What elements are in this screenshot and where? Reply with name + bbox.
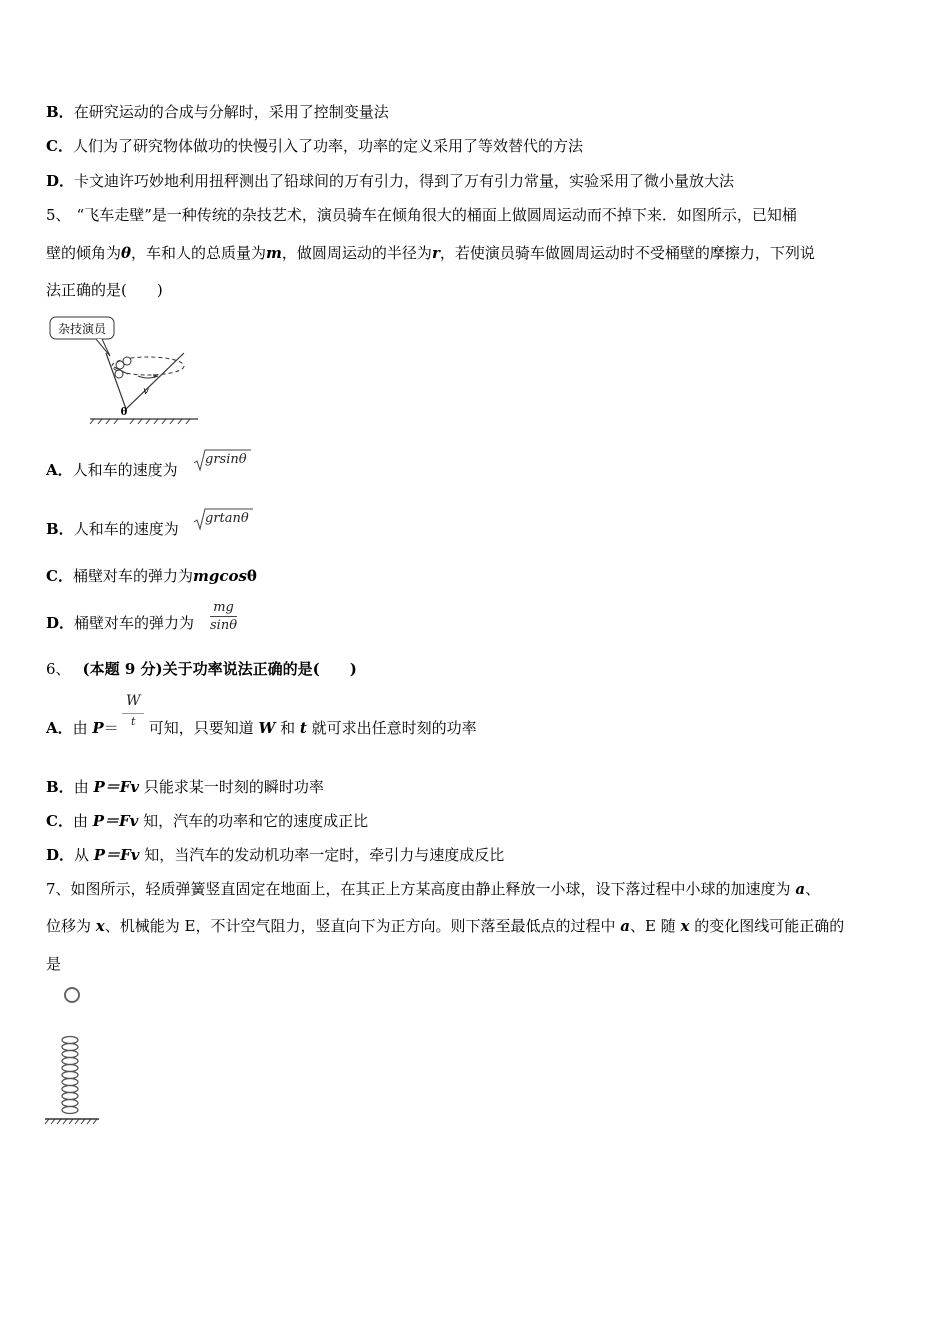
q5-option-b xyxy=(46,519,179,539)
q4-option-b xyxy=(46,102,389,122)
stem-text: 、E 随 xyxy=(629,917,681,935)
option-text: 人和车的速度为 xyxy=(72,461,178,479)
symbol-t: t xyxy=(299,719,307,737)
symbol-r: r xyxy=(431,244,440,262)
q5-figure-cone xyxy=(48,314,208,424)
q4-option-d xyxy=(46,171,734,191)
option-label: C． xyxy=(46,567,73,585)
option-text: 和 xyxy=(275,719,300,737)
option-text: 人们为了研究物体做功的快慢引入了功率，功率的定义采用了等效替代的方法 xyxy=(72,137,583,155)
symbol-m: m xyxy=(266,244,282,262)
stem-text: ，若使演员骑车做圆周运动时不受桶壁的摩擦力，下列说 xyxy=(439,244,815,262)
q6-option-b xyxy=(46,777,324,797)
option-label: D． xyxy=(46,172,75,190)
q5-option-a-formula: grsinθ xyxy=(205,452,247,467)
option-label: B． xyxy=(46,520,74,538)
stem-text: “飞车走壁”是一种传统的杂技艺术，演员骑车在倾角很大的桶面上做圆周运动而不掉下来．如图所示，已知桶 xyxy=(76,206,797,224)
symbol-x: x xyxy=(680,917,690,935)
stem-text: 壁的倾角为 xyxy=(46,244,122,262)
option-text: 只能求某一时刻的瞬时功率 xyxy=(139,778,324,796)
stem-text: (本题 9 分)关于功率说法正确的是( ) xyxy=(82,660,357,678)
option-label: B． xyxy=(46,103,74,121)
ball xyxy=(65,988,79,1002)
stem-text: 如图所示，轻质弹簧竖直固定在地面上，在其正上方某高度由静止释放一小球，设下落过程中小球的加速度为 xyxy=(70,880,796,898)
stem-text: 、 xyxy=(805,880,821,898)
symbol-x: x xyxy=(95,917,105,935)
q7-stem-line-2 xyxy=(46,916,844,936)
q7-stem-line-1 xyxy=(46,879,820,899)
fraction-denominator: sinθ xyxy=(210,618,238,633)
option-label: B． xyxy=(46,778,74,796)
question-number: 6、 xyxy=(46,660,71,678)
fraction-numerator: mg xyxy=(210,600,237,617)
velocity-label: v xyxy=(143,386,149,397)
stem-text: 、机械能为 E，不计空气阻力，竖直向下为正方向。则下落至最低点的过程中 xyxy=(104,917,621,935)
option-text: 卡文迪许巧妙地利用扭秤测出了铅球间的万有引力，得到了万有引力常量，实验采用了微小量放大法 xyxy=(74,172,735,190)
symbol-p: P xyxy=(92,719,104,737)
symbol-a: a xyxy=(795,880,806,898)
symbol-a: a xyxy=(620,917,630,935)
option-text: 就可求出任意时刻的功率 xyxy=(306,719,477,737)
option-text: 可知，只要知道 xyxy=(148,719,259,737)
stem-text: ，做圆周运动的半径为 xyxy=(281,244,432,262)
q5-option-d-fraction xyxy=(210,600,237,633)
question-number: 7、 xyxy=(46,880,71,898)
q5-stem-line-3 xyxy=(46,280,163,300)
option-label: D． xyxy=(46,614,75,632)
option-text: 知，汽车的功率和它的速度成正比 xyxy=(138,812,369,830)
option-formula: mgcos xyxy=(192,567,247,585)
stem-text: 位移为 xyxy=(46,917,96,935)
q6-stem xyxy=(46,659,357,679)
q6-option-a xyxy=(46,718,477,738)
option-formula: P＝Fv xyxy=(93,778,140,796)
callout-label: 杂技演员 xyxy=(57,322,107,336)
option-label: A． xyxy=(46,719,73,737)
stem-text: 是 xyxy=(46,955,62,973)
option-label: C． xyxy=(46,137,73,155)
q5-option-d xyxy=(46,613,194,633)
q7-figure-spring xyxy=(44,985,104,1125)
option-label: D． xyxy=(46,846,75,864)
option-label: A． xyxy=(46,461,73,479)
q5-option-b-formula: grtanθ xyxy=(205,511,249,526)
q7-stem-line-3 xyxy=(46,954,61,974)
equals-sign: ＝ xyxy=(103,719,119,737)
option-text: 由 xyxy=(72,719,93,737)
option-label: C． xyxy=(46,812,73,830)
question-number: 5、 xyxy=(46,206,71,224)
option-text: 由 xyxy=(72,812,93,830)
option-text: 桶壁对车的弹力为 xyxy=(74,614,195,632)
q4-option-c xyxy=(46,136,583,156)
q6-option-d xyxy=(46,845,504,865)
option-text: 从 xyxy=(74,846,94,864)
stem-text: ，车和人的总质量为 xyxy=(131,244,267,262)
q6-option-a-fraction xyxy=(122,693,144,728)
q5-stem-line-1 xyxy=(46,205,797,225)
option-text: 人和车的速度为 xyxy=(73,520,179,538)
symbol-theta: θ xyxy=(121,244,132,262)
q5-option-a xyxy=(46,460,178,480)
theta-label: θ xyxy=(120,407,128,418)
option-text: 由 xyxy=(73,778,94,796)
option-text: 在研究运动的合成与分解时，采用了控制变量法 xyxy=(73,103,389,121)
option-formula: P＝Fv xyxy=(93,846,140,864)
q5-stem-line-2 xyxy=(46,243,815,263)
symbol-w: W xyxy=(258,719,276,737)
q5-option-c xyxy=(46,566,257,586)
option-text: 桶壁对车的弹力为 xyxy=(72,567,193,585)
option-text: 知，当汽车的发动机功率一定时，牵引力与速度成反比 xyxy=(139,846,505,864)
stem-text: 法正确的是( ) xyxy=(46,281,163,299)
fraction-numerator: W xyxy=(122,693,144,714)
fraction-denominator: t xyxy=(130,715,136,728)
q6-option-c xyxy=(46,811,368,831)
option-formula: P＝Fv xyxy=(92,812,139,830)
stem-text: 的变化图线可能正确的 xyxy=(689,917,845,935)
option-formula-tail: θ xyxy=(246,567,257,585)
